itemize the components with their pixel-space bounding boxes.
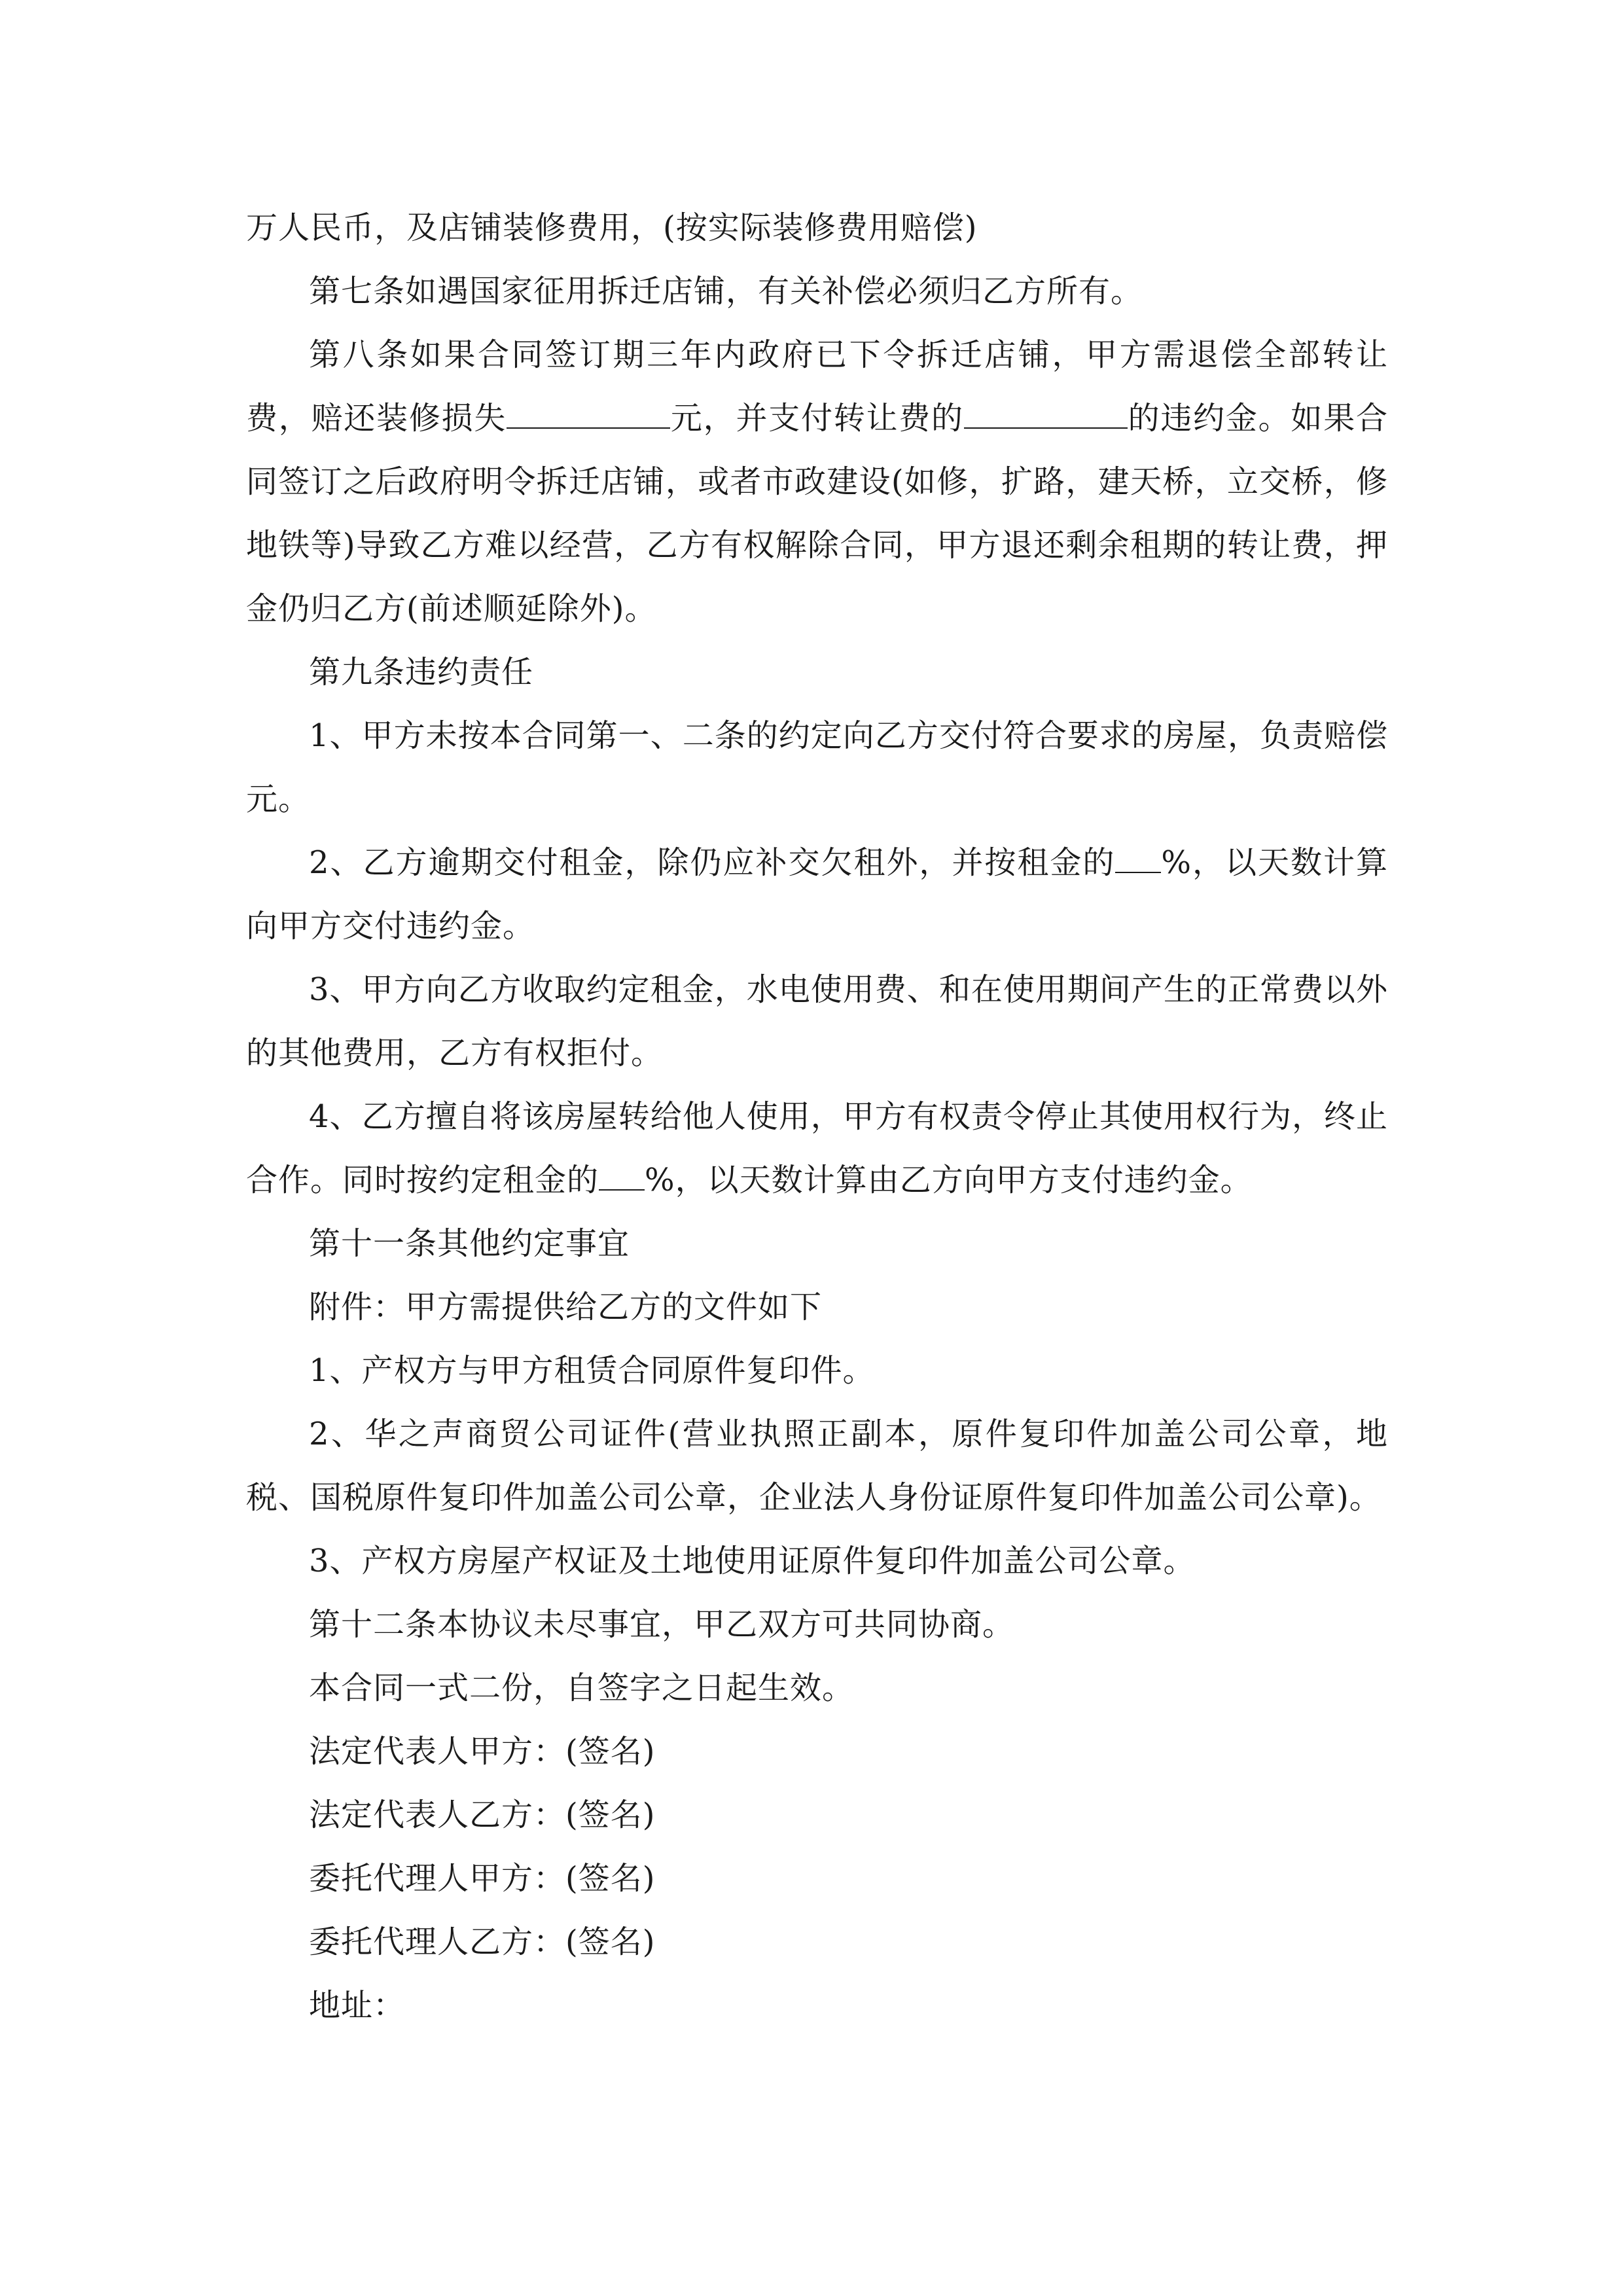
heading-article-12: 第十二条本协议未尽事宜，甲乙双方可共同协商。 — [309, 1606, 1015, 1643]
paragraph-compensation: 万人民币，及店铺装修费用，(按实际装修费用赔偿) — [246, 209, 978, 246]
fill-blank-rent-percent-2 — [599, 1160, 645, 1191]
fill-blank-decoration-loss — [507, 399, 670, 429]
attachment-intro: 附件：甲方需提供给乙方的文件如下 — [309, 1289, 823, 1325]
paragraph-article-7: 第七条如遇国家征用拆迁店铺，有关补偿必须归乙方所有。 — [309, 273, 1143, 310]
signature-agent-party-b: 委托代理人乙方：(签名) — [309, 1924, 656, 1960]
article-8-text-c: 的违约金。如果合同签订之后政府明令拆迁店铺，或者市政建设(如修，扩路，建天桥，立交桥，修地铁等)导致乙方难以经营，乙方有权解除合同，甲方退还剩余租期的转让费，押金仍归乙方(前述顺延除外)。 — [246, 400, 1388, 627]
attachment-item-3: 3、产权方房屋产权证及土地使用证原件复印件加盖公司公章。 — [309, 1543, 1196, 1579]
heading-article-11: 第十一条其他约定事宜 — [309, 1225, 630, 1262]
fill-blank-rent-percent — [1115, 843, 1161, 873]
signature-legal-rep-party-a: 法定代表人甲方：(签名) — [309, 1733, 656, 1770]
heading-article-9: 第九条违约责任 — [309, 654, 534, 691]
clause-9-4 — [246, 1085, 1388, 1212]
clause-9-3: 3、甲方向乙方收取约定租金，水电使用费、和在使用期间产生的正常费以外的其他费用，乙方有权拒付。 — [246, 971, 1388, 1071]
article-8-text-a: 第八条如果合同签订期三年内政府已下令拆迁店铺，甲方需退偿全部转让费，赔还装修损失 — [246, 336, 1388, 437]
clause-9-1: 1、甲方未按本合同第一、二条的约定向乙方交付符合要求的房屋，负责赔偿元。 — [246, 717, 1388, 817]
attachment-item-2: 2、华之声商贸公司证件(营业执照正副本，原件复印件加盖公司公章，地税、国税原件复印件加盖公司公章，企业法人身份证原件复印件加盖公司公章)。 — [246, 1416, 1388, 1516]
fill-blank-transfer-fee-ratio — [964, 399, 1128, 429]
signature-agent-party-a: 委托代理人甲方：(签名) — [309, 1860, 656, 1897]
attachment-item-1: 1、产权方与甲方租赁合同原件复印件。 — [309, 1352, 875, 1389]
effective-clause: 本合同一式二份，自签字之日起生效。 — [309, 1670, 855, 1706]
clause-9-2-text-a: 2、乙方逾期交付租金，除仍应补交欠租外，并按租金的 — [309, 844, 1116, 881]
clause-9-4-text-b: %，以天数计算由乙方向甲方支付违约金。 — [645, 1162, 1253, 1198]
clause-9-4-text-a: 4、乙方擅自将该房屋转给他人使用，甲方有权责令停止其使用权行为，终止合作。同时按约定租金的 — [246, 1098, 1388, 1198]
signature-legal-rep-party-b: 法定代表人乙方：(签名) — [309, 1797, 656, 1833]
address-line: 地址： — [309, 1987, 406, 2024]
clause-9-2 — [246, 831, 1388, 958]
paragraph-article-8 — [246, 323, 1388, 641]
document-body — [246, 196, 1388, 2037]
clause-9-2-text-b: %，以天数计算向甲方交付违约金。 — [246, 844, 1388, 944]
article-8-text-b: 元，并支付转让费的 — [670, 400, 964, 437]
